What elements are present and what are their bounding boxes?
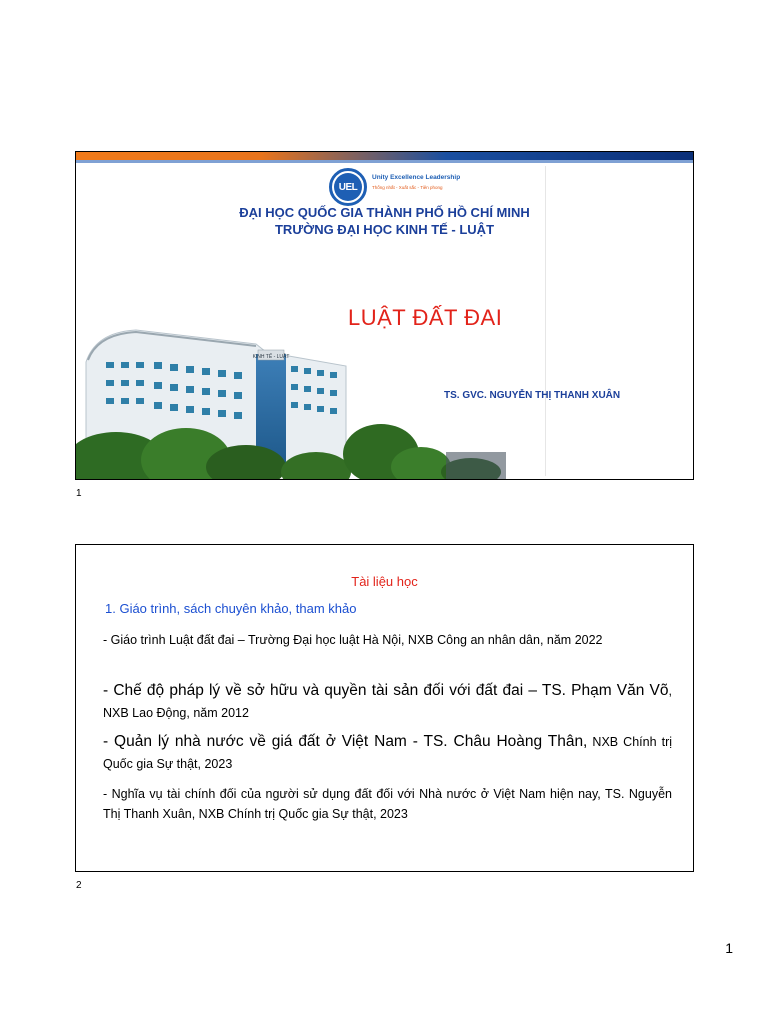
page-number: 1 <box>725 940 733 956</box>
logo-word-excellence: Excellence <box>390 174 424 181</box>
reference-item-3 <box>103 731 672 775</box>
campus-building-image <box>76 322 516 480</box>
divider-line <box>545 166 546 476</box>
reference-item-2 <box>103 680 672 724</box>
course-title: LUẬT ĐẤT ĐAI <box>348 305 503 330</box>
reference-item-2-main: - Chế độ pháp lý về sở hữu và quyền tài sản đối với đất đai – TS. Phạm Văn Võ <box>103 682 669 699</box>
logo-tagline <box>372 174 460 181</box>
slide-number-1: 1 <box>76 488 82 499</box>
header-stripe <box>76 152 693 160</box>
logo-word-leadership: Leadership <box>425 174 461 181</box>
reference-item-1: - Giáo trình Luật đất đai – Trường Đại học luật Hà Nội, NXB Công an nhân dân, năm 2022 <box>103 633 603 647</box>
reference-item-3-main: - Quản lý nhà nước về giá đất ở Việt Nam - TS. Châu Hoàng Thân, <box>103 733 588 750</box>
lecturer-name: TS. GVC. NGUYỄN THỊ THANH XUÂN <box>444 390 621 401</box>
logo-word-unity: Unity <box>372 174 389 181</box>
reference-item-3-publisher: NXB Chính trị Quốc gia Sự thật, 2023 <box>103 735 673 771</box>
header-stripe-accent <box>76 160 693 163</box>
slide-number-2: 2 <box>76 880 82 891</box>
uel-logo-mark: UEL <box>334 173 362 201</box>
slide-2 <box>75 544 694 872</box>
logo-motto: Thống nhất - Xuất sắc - Tiên phong <box>372 185 443 190</box>
school-name: TRƯỜNG ĐẠI HỌC KINH TẾ - LUẬT <box>274 222 495 237</box>
reference-item-4: - Nghĩa vụ tài chính đối của người sử dụng đất đối với Nhà nước ở Việt Nam hiện nay, TS. Nguyễn Thị Thanh Xuân, NXB Chính trị Quốc gia Sự thật, 2023 <box>103 787 672 821</box>
references-section-heading: 1. Giáo trình, sách chuyên khảo, tham khảo <box>105 601 357 616</box>
university-name: ĐẠI HỌC QUỐC GIA THÀNH PHỐ HỒ CHÍ MINH <box>239 205 530 220</box>
building-sign: KINH TẾ - LUẬT <box>252 354 290 360</box>
reference-item-2-publisher: , NXB Lao Động, năm 2012 <box>103 684 672 720</box>
uel-logo <box>329 168 367 206</box>
references-title: Tài liệu học <box>351 574 418 589</box>
slide-1 <box>75 151 694 480</box>
